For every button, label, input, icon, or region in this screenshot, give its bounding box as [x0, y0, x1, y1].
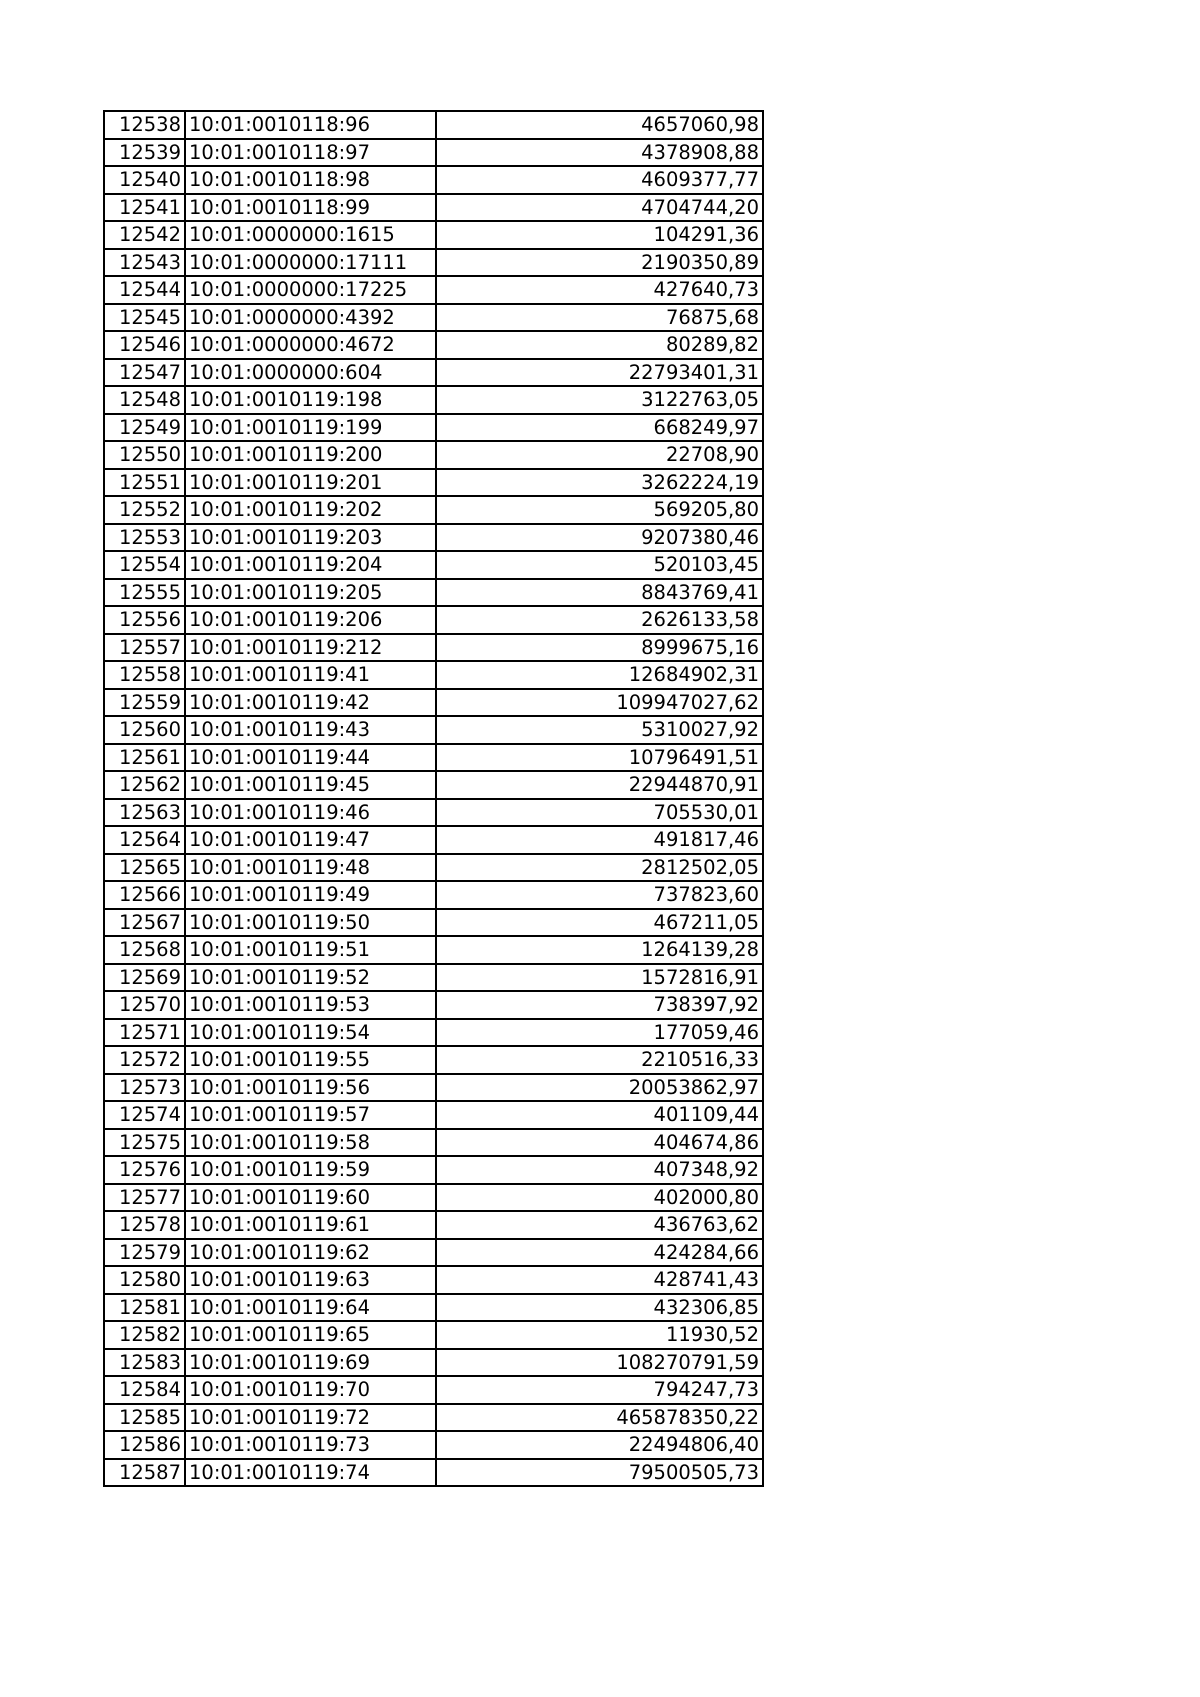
- table-row: [104, 331, 763, 359]
- value-cell: 794247,73: [436, 1376, 763, 1404]
- table-row: [104, 1129, 763, 1157]
- row-number-cell: 12577: [104, 1184, 185, 1212]
- value-cell: 11930,52: [436, 1321, 763, 1349]
- value-cell: 427640,73: [436, 276, 763, 304]
- cadastral-number-cell: 10:01:0010119:44: [185, 744, 436, 772]
- cadastral-number-cell: 10:01:0010119:54: [185, 1019, 436, 1047]
- cadastral-number-cell: 10:01:0010119:53: [185, 991, 436, 1019]
- row-number-cell: 12581: [104, 1294, 185, 1322]
- value-cell: 569205,80: [436, 496, 763, 524]
- value-cell: 467211,05: [436, 909, 763, 937]
- table-row: [104, 689, 763, 717]
- table-row: [104, 139, 763, 167]
- value-cell: 4378908,88: [436, 139, 763, 167]
- table-row: [104, 991, 763, 1019]
- value-cell: 5310027,92: [436, 716, 763, 744]
- table-row: [104, 716, 763, 744]
- row-number-cell: 12544: [104, 276, 185, 304]
- cadastral-number-cell: 10:01:0000000:4392: [185, 304, 436, 332]
- row-number-cell: 12548: [104, 386, 185, 414]
- row-number-cell: 12570: [104, 991, 185, 1019]
- cadastral-number-cell: 10:01:0010119:205: [185, 579, 436, 607]
- table-row: [104, 744, 763, 772]
- row-number-cell: 12584: [104, 1376, 185, 1404]
- row-number-cell: 12575: [104, 1129, 185, 1157]
- table-row: [104, 469, 763, 497]
- data-table: [103, 110, 764, 1487]
- row-number-cell: 12579: [104, 1239, 185, 1267]
- cadastral-number-cell: 10:01:0010118:99: [185, 194, 436, 222]
- value-cell: 1264139,28: [436, 936, 763, 964]
- row-number-cell: 12547: [104, 359, 185, 387]
- table-row: [104, 579, 763, 607]
- row-number-cell: 12539: [104, 139, 185, 167]
- table-row: [104, 221, 763, 249]
- cadastral-number-cell: 10:01:0010119:48: [185, 854, 436, 882]
- row-number-cell: 12551: [104, 469, 185, 497]
- row-number-cell: 12569: [104, 964, 185, 992]
- value-cell: 738397,92: [436, 991, 763, 1019]
- table-row: [104, 1294, 763, 1322]
- value-cell: 705530,01: [436, 799, 763, 827]
- row-number-cell: 12587: [104, 1459, 185, 1487]
- value-cell: 4657060,98: [436, 111, 763, 139]
- value-cell: 668249,97: [436, 414, 763, 442]
- value-cell: 432306,85: [436, 1294, 763, 1322]
- cadastral-number-cell: 10:01:0000000:4672: [185, 331, 436, 359]
- cadastral-number-cell: 10:01:0000000:604: [185, 359, 436, 387]
- table-row: [104, 881, 763, 909]
- table-row: [104, 1459, 763, 1487]
- cadastral-number-cell: 10:01:0010119:203: [185, 524, 436, 552]
- value-cell: 407348,92: [436, 1156, 763, 1184]
- value-cell: 404674,86: [436, 1129, 763, 1157]
- table-row: [104, 276, 763, 304]
- value-cell: 10796491,51: [436, 744, 763, 772]
- table-row: [104, 661, 763, 689]
- row-number-cell: 12543: [104, 249, 185, 277]
- cadastral-number-cell: 10:01:0010119:69: [185, 1349, 436, 1377]
- value-cell: 520103,45: [436, 551, 763, 579]
- cadastral-number-cell: 10:01:0010119:57: [185, 1101, 436, 1129]
- cadastral-number-cell: 10:01:0010119:212: [185, 634, 436, 662]
- row-number-cell: 12561: [104, 744, 185, 772]
- table-row: [104, 1019, 763, 1047]
- row-number-cell: 12576: [104, 1156, 185, 1184]
- cadastral-number-cell: 10:01:0000000:17225: [185, 276, 436, 304]
- table-row: [104, 551, 763, 579]
- cadastral-number-cell: 10:01:0010119:45: [185, 771, 436, 799]
- value-cell: 402000,80: [436, 1184, 763, 1212]
- row-number-cell: 12556: [104, 606, 185, 634]
- row-number-cell: 12545: [104, 304, 185, 332]
- row-number-cell: 12558: [104, 661, 185, 689]
- value-cell: 104291,36: [436, 221, 763, 249]
- cadastral-number-cell: 10:01:0010119:42: [185, 689, 436, 717]
- row-number-cell: 12555: [104, 579, 185, 607]
- value-cell: 12684902,31: [436, 661, 763, 689]
- row-number-cell: 12571: [104, 1019, 185, 1047]
- value-cell: 424284,66: [436, 1239, 763, 1267]
- row-number-cell: 12565: [104, 854, 185, 882]
- value-cell: 491817,46: [436, 826, 763, 854]
- value-cell: 428741,43: [436, 1266, 763, 1294]
- value-cell: 76875,68: [436, 304, 763, 332]
- table-row: [104, 634, 763, 662]
- row-number-cell: 12572: [104, 1046, 185, 1074]
- row-number-cell: 12580: [104, 1266, 185, 1294]
- table-row: [104, 359, 763, 387]
- table-row: [104, 1074, 763, 1102]
- value-cell: 3122763,05: [436, 386, 763, 414]
- value-cell: 401109,44: [436, 1101, 763, 1129]
- table-row: [104, 1101, 763, 1129]
- cadastral-number-cell: 10:01:0010119:55: [185, 1046, 436, 1074]
- cadastral-number-cell: 10:01:0010118:98: [185, 166, 436, 194]
- row-number-cell: 12541: [104, 194, 185, 222]
- table-row: [104, 194, 763, 222]
- table-row: [104, 1046, 763, 1074]
- table-row: [104, 1404, 763, 1432]
- value-cell: 2210516,33: [436, 1046, 763, 1074]
- row-number-cell: 12552: [104, 496, 185, 524]
- table-row: [104, 386, 763, 414]
- table-row: [104, 1321, 763, 1349]
- table-row: [104, 111, 763, 139]
- value-cell: 8999675,16: [436, 634, 763, 662]
- cadastral-number-cell: 10:01:0010119:61: [185, 1211, 436, 1239]
- value-cell: 465878350,22: [436, 1404, 763, 1432]
- cadastral-number-cell: 10:01:0010118:97: [185, 139, 436, 167]
- row-number-cell: 12564: [104, 826, 185, 854]
- table-row: [104, 936, 763, 964]
- row-number-cell: 12568: [104, 936, 185, 964]
- table-row: [104, 1349, 763, 1377]
- cadastral-number-cell: 10:01:0010119:200: [185, 441, 436, 469]
- table-row: [104, 1431, 763, 1459]
- cadastral-number-cell: 10:01:0010119:206: [185, 606, 436, 634]
- row-number-cell: 12573: [104, 1074, 185, 1102]
- row-number-cell: 12566: [104, 881, 185, 909]
- table-row: [104, 304, 763, 332]
- cadastral-number-cell: 10:01:0010119:202: [185, 496, 436, 524]
- row-number-cell: 12546: [104, 331, 185, 359]
- row-number-cell: 12557: [104, 634, 185, 662]
- table-row: [104, 524, 763, 552]
- value-cell: 1572816,91: [436, 964, 763, 992]
- cadastral-number-cell: 10:01:0010119:72: [185, 1404, 436, 1432]
- row-number-cell: 12559: [104, 689, 185, 717]
- value-cell: 80289,82: [436, 331, 763, 359]
- cadastral-number-cell: 10:01:0010119:41: [185, 661, 436, 689]
- table-row: [104, 1156, 763, 1184]
- row-number-cell: 12549: [104, 414, 185, 442]
- cadastral-number-cell: 10:01:0010119:199: [185, 414, 436, 442]
- cadastral-number-cell: 10:01:0010119:58: [185, 1129, 436, 1157]
- row-number-cell: 12578: [104, 1211, 185, 1239]
- row-number-cell: 12574: [104, 1101, 185, 1129]
- cadastral-number-cell: 10:01:0010119:74: [185, 1459, 436, 1487]
- cadastral-number-cell: 10:01:0010119:60: [185, 1184, 436, 1212]
- table-row: [104, 1239, 763, 1267]
- value-cell: 737823,60: [436, 881, 763, 909]
- value-cell: 20053862,97: [436, 1074, 763, 1102]
- table-row: [104, 249, 763, 277]
- row-number-cell: 12560: [104, 716, 185, 744]
- row-number-cell: 12585: [104, 1404, 185, 1432]
- cadastral-number-cell: 10:01:0010119:64: [185, 1294, 436, 1322]
- cadastral-number-cell: 10:01:0010119:70: [185, 1376, 436, 1404]
- row-number-cell: 12583: [104, 1349, 185, 1377]
- table-row: [104, 1266, 763, 1294]
- row-number-cell: 12553: [104, 524, 185, 552]
- table-row: [104, 1376, 763, 1404]
- cadastral-number-cell: 10:01:0010119:56: [185, 1074, 436, 1102]
- row-number-cell: 12538: [104, 111, 185, 139]
- table-row: [104, 441, 763, 469]
- value-cell: 79500505,73: [436, 1459, 763, 1487]
- table-row: [104, 854, 763, 882]
- cadastral-number-cell: 10:01:0010119:46: [185, 799, 436, 827]
- table-row: [104, 799, 763, 827]
- cadastral-number-cell: 10:01:0010119:198: [185, 386, 436, 414]
- table-row: [104, 909, 763, 937]
- table-row: [104, 964, 763, 992]
- cadastral-number-cell: 10:01:0010119:201: [185, 469, 436, 497]
- row-number-cell: 12542: [104, 221, 185, 249]
- cadastral-number-cell: 10:01:0010119:47: [185, 826, 436, 854]
- value-cell: 3262224,19: [436, 469, 763, 497]
- cadastral-number-cell: 10:01:0010119:52: [185, 964, 436, 992]
- value-cell: 436763,62: [436, 1211, 763, 1239]
- row-number-cell: 12540: [104, 166, 185, 194]
- value-cell: 9207380,46: [436, 524, 763, 552]
- cadastral-number-cell: 10:01:0010118:96: [185, 111, 436, 139]
- value-cell: 2190350,89: [436, 249, 763, 277]
- value-cell: 22708,90: [436, 441, 763, 469]
- value-cell: 22494806,40: [436, 1431, 763, 1459]
- cadastral-number-cell: 10:01:0010119:49: [185, 881, 436, 909]
- row-number-cell: 12582: [104, 1321, 185, 1349]
- row-number-cell: 12562: [104, 771, 185, 799]
- cadastral-number-cell: 10:01:0000000:17111: [185, 249, 436, 277]
- table-row: [104, 496, 763, 524]
- cadastral-number-cell: 10:01:0010119:50: [185, 909, 436, 937]
- value-cell: 8843769,41: [436, 579, 763, 607]
- value-cell: 177059,46: [436, 1019, 763, 1047]
- table-row: [104, 826, 763, 854]
- row-number-cell: 12550: [104, 441, 185, 469]
- value-cell: 2812502,05: [436, 854, 763, 882]
- cadastral-number-cell: 10:01:0010119:62: [185, 1239, 436, 1267]
- table-row: [104, 1211, 763, 1239]
- value-cell: 2626133,58: [436, 606, 763, 634]
- value-cell: 4609377,77: [436, 166, 763, 194]
- table-row: [104, 606, 763, 634]
- table-row: [104, 771, 763, 799]
- cadastral-number-cell: 10:01:0010119:43: [185, 716, 436, 744]
- row-number-cell: 12554: [104, 551, 185, 579]
- value-cell: 108270791,59: [436, 1349, 763, 1377]
- value-cell: 22793401,31: [436, 359, 763, 387]
- table-row: [104, 414, 763, 442]
- row-number-cell: 12586: [104, 1431, 185, 1459]
- value-cell: 4704744,20: [436, 194, 763, 222]
- cadastral-number-cell: 10:01:0010119:65: [185, 1321, 436, 1349]
- table-row: [104, 1184, 763, 1212]
- value-cell: 22944870,91: [436, 771, 763, 799]
- row-number-cell: 12567: [104, 909, 185, 937]
- cadastral-number-cell: 10:01:0010119:51: [185, 936, 436, 964]
- cadastral-number-cell: 10:01:0010119:73: [185, 1431, 436, 1459]
- table-row: [104, 166, 763, 194]
- table-body: [104, 111, 763, 1486]
- cadastral-number-cell: 10:01:0000000:1615: [185, 221, 436, 249]
- cadastral-number-cell: 10:01:0010119:63: [185, 1266, 436, 1294]
- cadastral-number-cell: 10:01:0010119:204: [185, 551, 436, 579]
- cadastral-number-cell: 10:01:0010119:59: [185, 1156, 436, 1184]
- row-number-cell: 12563: [104, 799, 185, 827]
- value-cell: 109947027,62: [436, 689, 763, 717]
